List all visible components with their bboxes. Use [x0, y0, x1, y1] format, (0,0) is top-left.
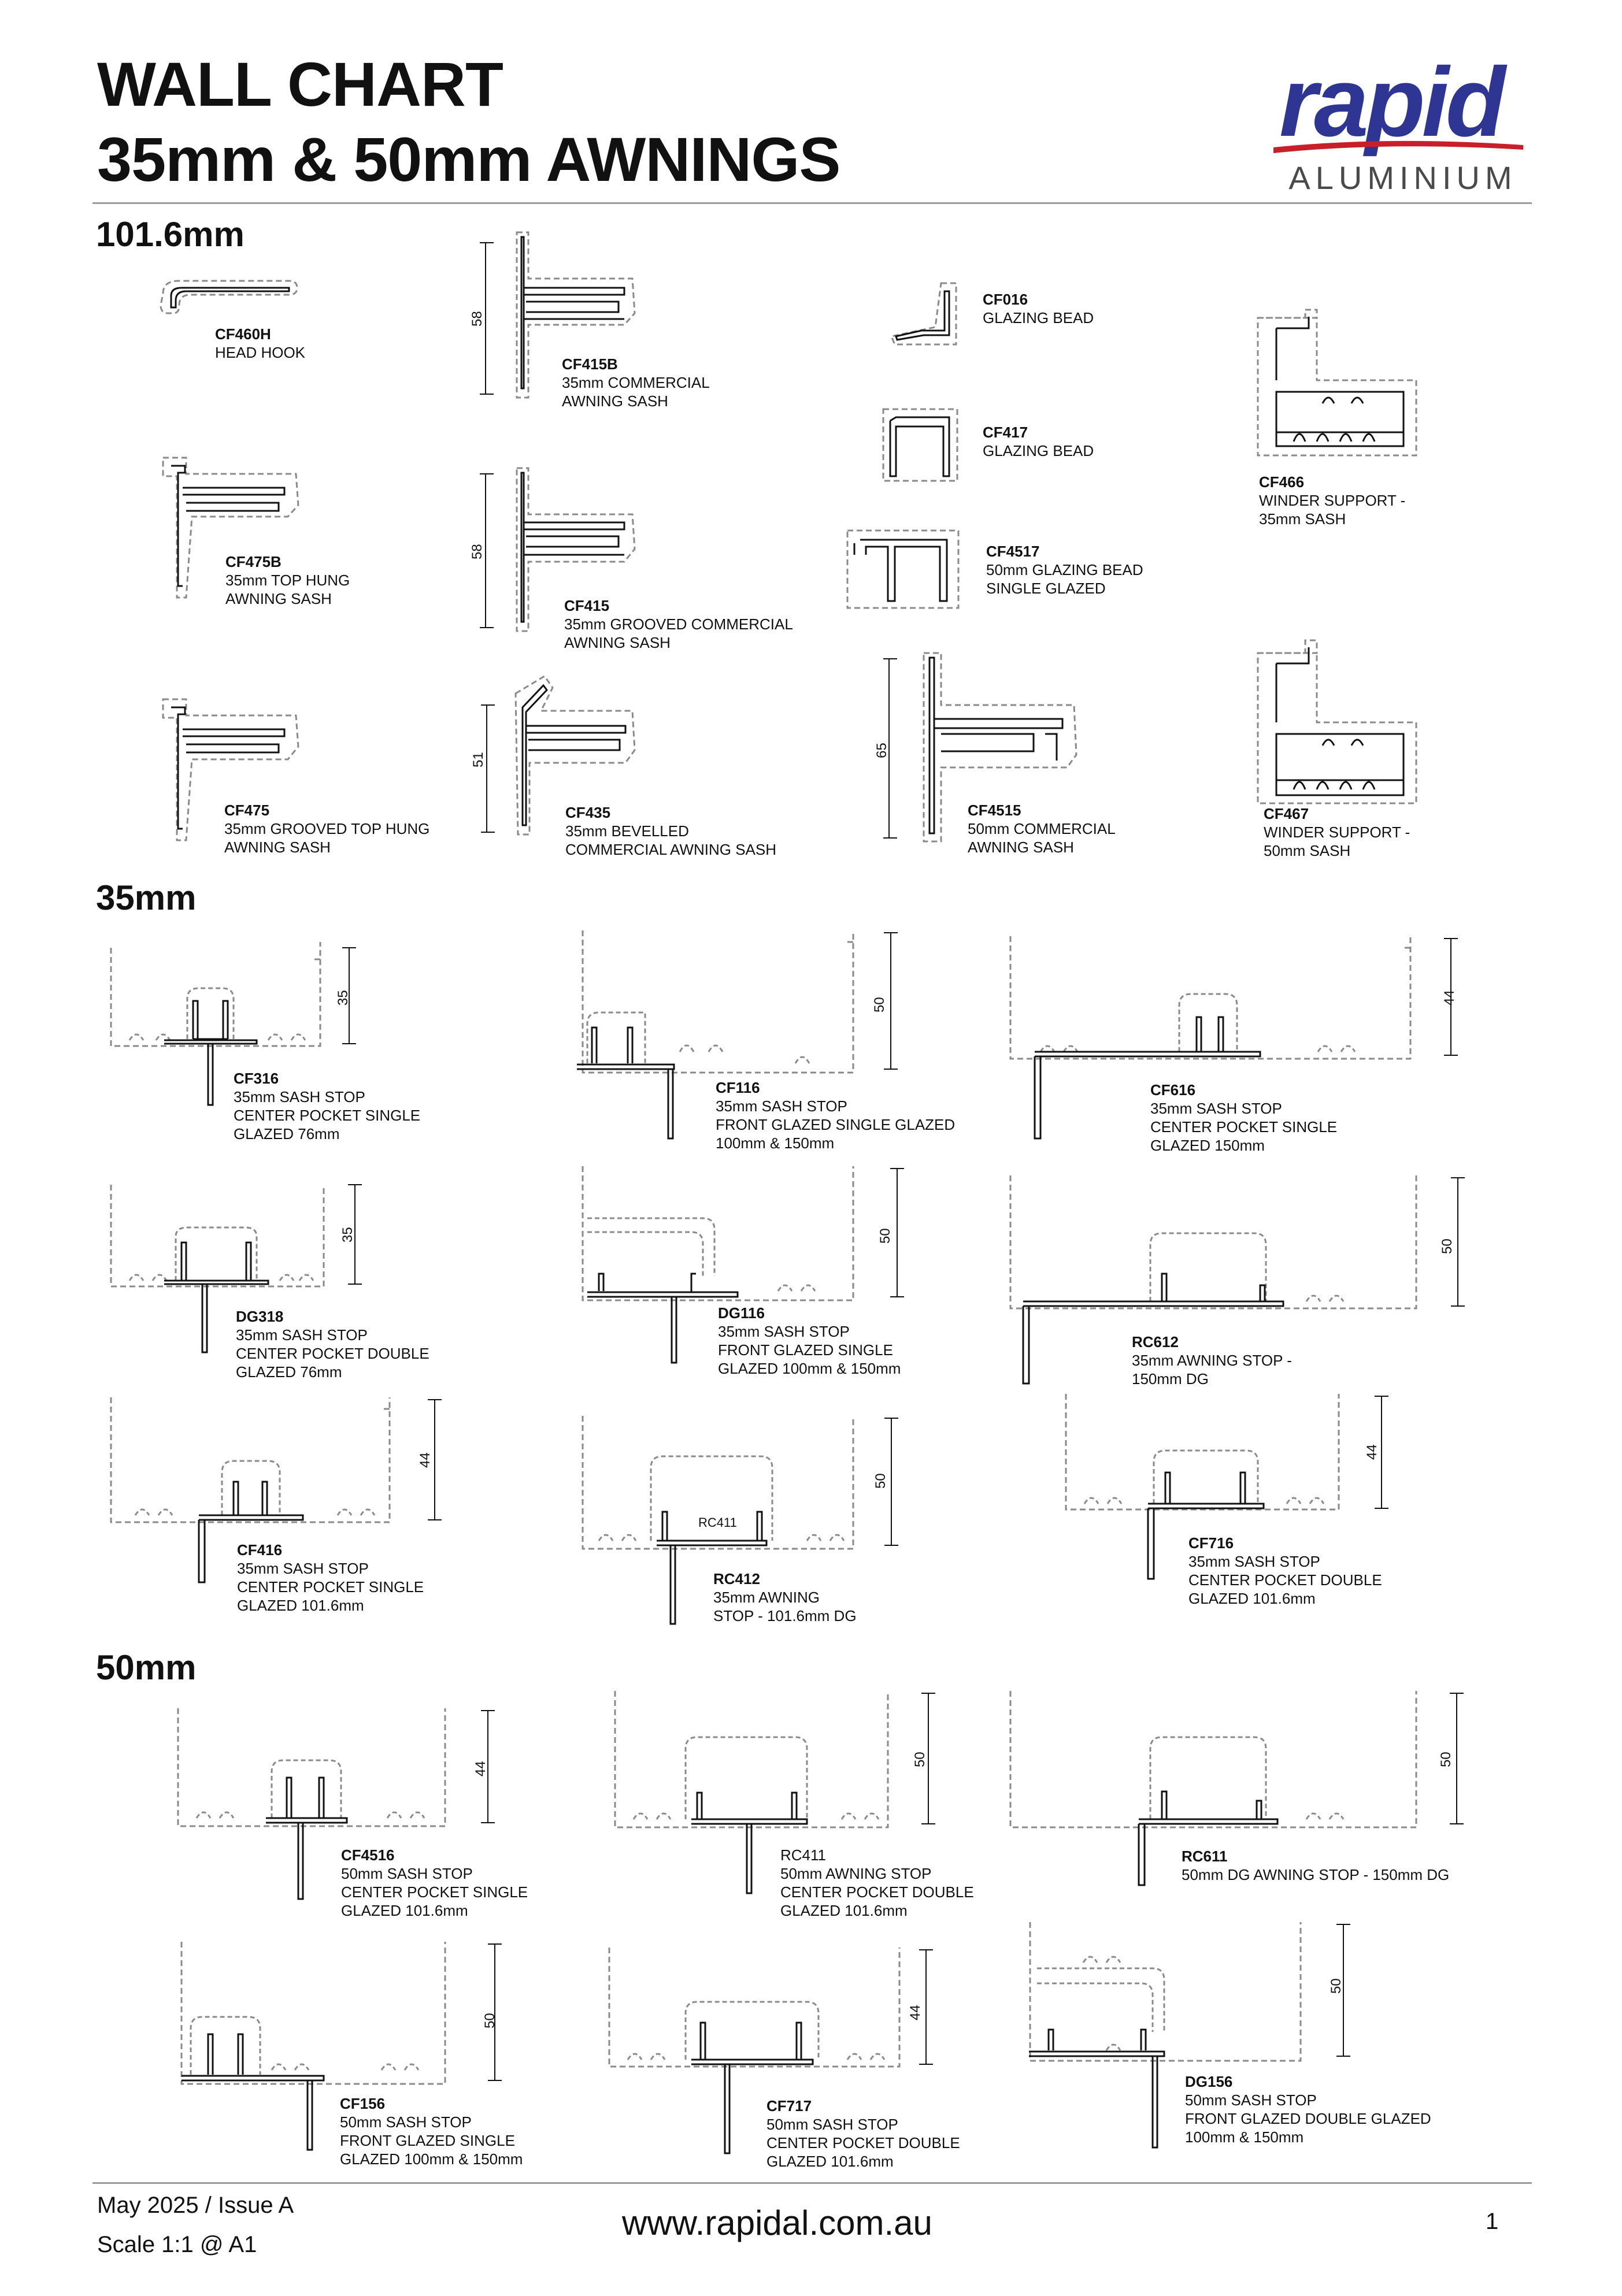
description-line: AWNING SASH [562, 392, 668, 410]
description-line: CENTER POCKET DOUBLE [1188, 1571, 1382, 1589]
description-line: COMMERCIAL AWNING SASH [565, 841, 777, 858]
description-line: 35mm AWNING [713, 1589, 820, 1606]
description-line: GLAZED 101.6mm [780, 1902, 908, 1919]
profile-drawing [880, 405, 961, 485]
section-heading-50mm: 50mm [96, 1648, 197, 1687]
description-line: SINGLE GLAZED [986, 580, 1106, 597]
caption [716, 1078, 955, 1152]
description-line: 35mm SASH STOP [236, 1326, 368, 1344]
caption [1150, 1081, 1337, 1155]
description-line: GLAZING BEAD [983, 442, 1094, 459]
caption [341, 1846, 528, 1920]
description-line: GLAZED 101.6mm [237, 1597, 364, 1614]
description-line: 35mm SASH STOP [716, 1097, 847, 1115]
product-code: CF716 [1188, 1534, 1234, 1552]
description-line: 50mm AWNING STOP [780, 1865, 932, 1882]
dimension-label: 44 [1442, 990, 1457, 1006]
description-line: 35mm SASH STOP [234, 1088, 365, 1106]
dimension-label: 44 [417, 1452, 433, 1468]
description-line: FRONT GLAZED SINGLE GLAZED [716, 1116, 956, 1133]
page-title-line-2: 35mm & 50mm AWNINGS [97, 124, 840, 194]
description-line: 150mm DG [1132, 1370, 1209, 1388]
description-line: AWNING SASH [564, 634, 671, 651]
dimension-label: 44 [1364, 1444, 1380, 1460]
product-code: CF616 [1150, 1081, 1196, 1099]
product-code: DG318 [236, 1308, 284, 1325]
caption [565, 803, 776, 859]
dimension-label: 35 [340, 1227, 355, 1242]
description-line: CENTER POCKET SINGLE [1150, 1118, 1338, 1136]
description-line: GLAZED 100mm & 150mm [718, 1360, 901, 1377]
description-line: 35mm SASH [1259, 510, 1346, 528]
caption [236, 1307, 429, 1381]
dimension-label: 58 [469, 544, 485, 559]
product-code: RC412 [713, 1570, 760, 1587]
product-code: CF467 [1264, 805, 1309, 822]
dimension-label: 65 [874, 743, 890, 758]
description-line: 35mm SASH STOP [718, 1323, 850, 1340]
page-title-line-1: WALL CHART [97, 49, 503, 119]
description-line: 50mm DG AWNING STOP - 150mm DG [1182, 1866, 1450, 1883]
dimension-label: 50 [877, 1228, 893, 1244]
profile-drawing [156, 276, 306, 328]
product-code: CF475 [224, 802, 270, 819]
description-line: 50mm SASH [1264, 842, 1351, 859]
description-line: HEAD HOOK [215, 344, 306, 361]
description-line: GLAZED 76mm [234, 1125, 340, 1143]
dimension-label: 50 [912, 1752, 928, 1767]
description-line: 35mm GROOVED TOP HUNG [224, 820, 430, 837]
dimension-label: 44 [908, 2005, 923, 2020]
description-line: 50mm GLAZING BEAD [986, 561, 1143, 578]
profile-drawing [889, 280, 958, 355]
description-line: 35mm COMMERCIAL [562, 374, 710, 391]
product-code: RC612 [1132, 1333, 1179, 1351]
description-line: CENTER POCKET SINGLE [237, 1578, 424, 1596]
footer-divider [92, 2182, 1532, 2184]
description-line: 35mm TOP HUNG [225, 572, 350, 589]
caption [713, 1570, 857, 1625]
caption [564, 596, 793, 652]
dimension-label: 51 [471, 752, 486, 767]
product-code: CF466 [1259, 473, 1305, 491]
inner-profile-label: RC411 [698, 1515, 737, 1530]
description-line: GLAZED 101.6mm [341, 1902, 468, 1919]
product-code: CF717 [766, 2097, 812, 2115]
profile-drawing [1253, 636, 1427, 809]
caption [766, 2097, 960, 2171]
logo-subtitle: ALUMINIUM [1288, 160, 1517, 196]
description-line: STOP - 101.6mm DG [713, 1607, 857, 1624]
description-line: 35mm SASH STOP [1188, 1553, 1320, 1570]
caption [983, 423, 1094, 460]
description-line: AWNING SASH [968, 839, 1074, 856]
profile-drawing [843, 526, 964, 613]
caption [983, 290, 1094, 327]
caption [1182, 1847, 1449, 1884]
section-heading-35mm: 35mm [96, 878, 197, 917]
description-line: 50mm SASH STOP [1185, 2091, 1317, 2109]
caption [340, 2094, 523, 2168]
description-line: WINDER SUPPORT - [1264, 824, 1410, 841]
product-code: DG116 [718, 1304, 765, 1322]
description-line: GLAZED 101.6mm [1188, 1590, 1316, 1607]
description-line: 35mm BEVELLED [565, 822, 689, 840]
description-line: 50mm SASH STOP [766, 2116, 898, 2133]
dimension-label: 50 [1328, 1978, 1344, 1994]
product-code: CF116 [716, 1079, 760, 1096]
caption [1185, 2072, 1431, 2146]
caption [225, 552, 350, 608]
description-line: GLAZED 101.6mm [766, 2153, 894, 2170]
caption [224, 801, 429, 856]
scale-note: Scale 1:1 @ A1 [97, 2232, 257, 2257]
description-line: 50mm SASH STOP [341, 1865, 473, 1882]
description-line: 50mm SASH STOP [340, 2113, 472, 2131]
dimension-label: 50 [873, 1473, 888, 1489]
website-link[interactable]: www.rapidal.com.au [622, 2204, 932, 2242]
description-line: GLAZED 150mm [1150, 1137, 1265, 1154]
description-line: 50mm COMMERCIAL [968, 820, 1116, 837]
description-line: CENTER POCKET SINGLE [341, 1883, 528, 1901]
product-code: CF316 [234, 1070, 279, 1087]
product-code: RC611 [1182, 1848, 1228, 1865]
dimension-label: 44 [473, 1761, 488, 1776]
description-line: FRONT GLAZED SINGLE [718, 1341, 893, 1359]
description-line: WINDER SUPPORT - [1259, 492, 1406, 509]
caption [234, 1069, 420, 1143]
product-code: CF460H [215, 325, 271, 343]
logo-wordmark: rapid [1279, 49, 1502, 157]
product-code: CF4517 [986, 543, 1040, 560]
product-code: CF415 [564, 597, 610, 614]
dimension-label: 50 [872, 997, 887, 1012]
description-line: 35mm SASH STOP [237, 1560, 369, 1577]
description-line: 35mm SASH STOP [1150, 1100, 1282, 1117]
product-code: CF475B [225, 553, 282, 570]
profile-drawing [1253, 305, 1427, 461]
product-code: CF156 [340, 2095, 386, 2112]
product-code: CF016 [983, 291, 1028, 308]
caption [780, 1846, 974, 1920]
description-line: CENTER POCKET DOUBLE [780, 1883, 974, 1901]
caption [1188, 1534, 1382, 1608]
dimension-label: 50 [1438, 1752, 1454, 1767]
caption [1264, 804, 1410, 860]
header-divider [92, 202, 1532, 204]
caption [718, 1304, 901, 1378]
description-line: 100mm & 150mm [716, 1134, 835, 1152]
description-line: 100mm & 150mm [1185, 2128, 1304, 2146]
caption [1259, 473, 1405, 528]
description-line: FRONT GLAZED SINGLE [340, 2132, 515, 2149]
product-code: CF417 [983, 424, 1028, 441]
product-code: CF415B [562, 355, 618, 373]
caption [237, 1541, 424, 1615]
product-code: DG156 [1185, 2073, 1233, 2090]
product-code: CF416 [237, 1541, 283, 1559]
issue-date: May 2025 / Issue A [97, 2193, 294, 2218]
section-heading-101-6mm: 101.6mm [96, 215, 245, 254]
description-line: FRONT GLAZED DOUBLE GLAZED [1185, 2110, 1431, 2127]
description-line: GLAZING BEAD [983, 309, 1094, 327]
description-line: CENTER POCKET SINGLE [234, 1107, 421, 1124]
description-line: CENTER POCKET DOUBLE [766, 2134, 960, 2152]
page-number: 1 [1486, 2209, 1499, 2234]
product-code: CF4515 [968, 802, 1021, 819]
dimension-label: 58 [469, 311, 485, 327]
description-line: GLAZED 100mm & 150mm [340, 2150, 523, 2168]
caption [215, 325, 305, 362]
dimension-label: 50 [482, 2013, 498, 2028]
brand-logo [1269, 49, 1535, 199]
description-line: CENTER POCKET DOUBLE [236, 1345, 429, 1362]
description-line: GLAZED 76mm [236, 1363, 342, 1381]
dimension-label: 50 [1439, 1238, 1455, 1254]
description-line: AWNING SASH [225, 590, 332, 607]
dimension-label: 35 [335, 990, 351, 1006]
product-code: CF4516 [341, 1846, 395, 1864]
caption [968, 801, 1116, 856]
description-line: AWNING SASH [224, 839, 331, 856]
product-code: RC411 [780, 1846, 827, 1864]
description-line: 35mm GROOVED COMMERCIAL [564, 615, 793, 633]
product-code: CF435 [565, 804, 611, 821]
caption [986, 542, 1143, 598]
caption [562, 355, 710, 410]
caption [1132, 1333, 1292, 1388]
description-line: 35mm AWNING STOP - [1132, 1352, 1292, 1369]
